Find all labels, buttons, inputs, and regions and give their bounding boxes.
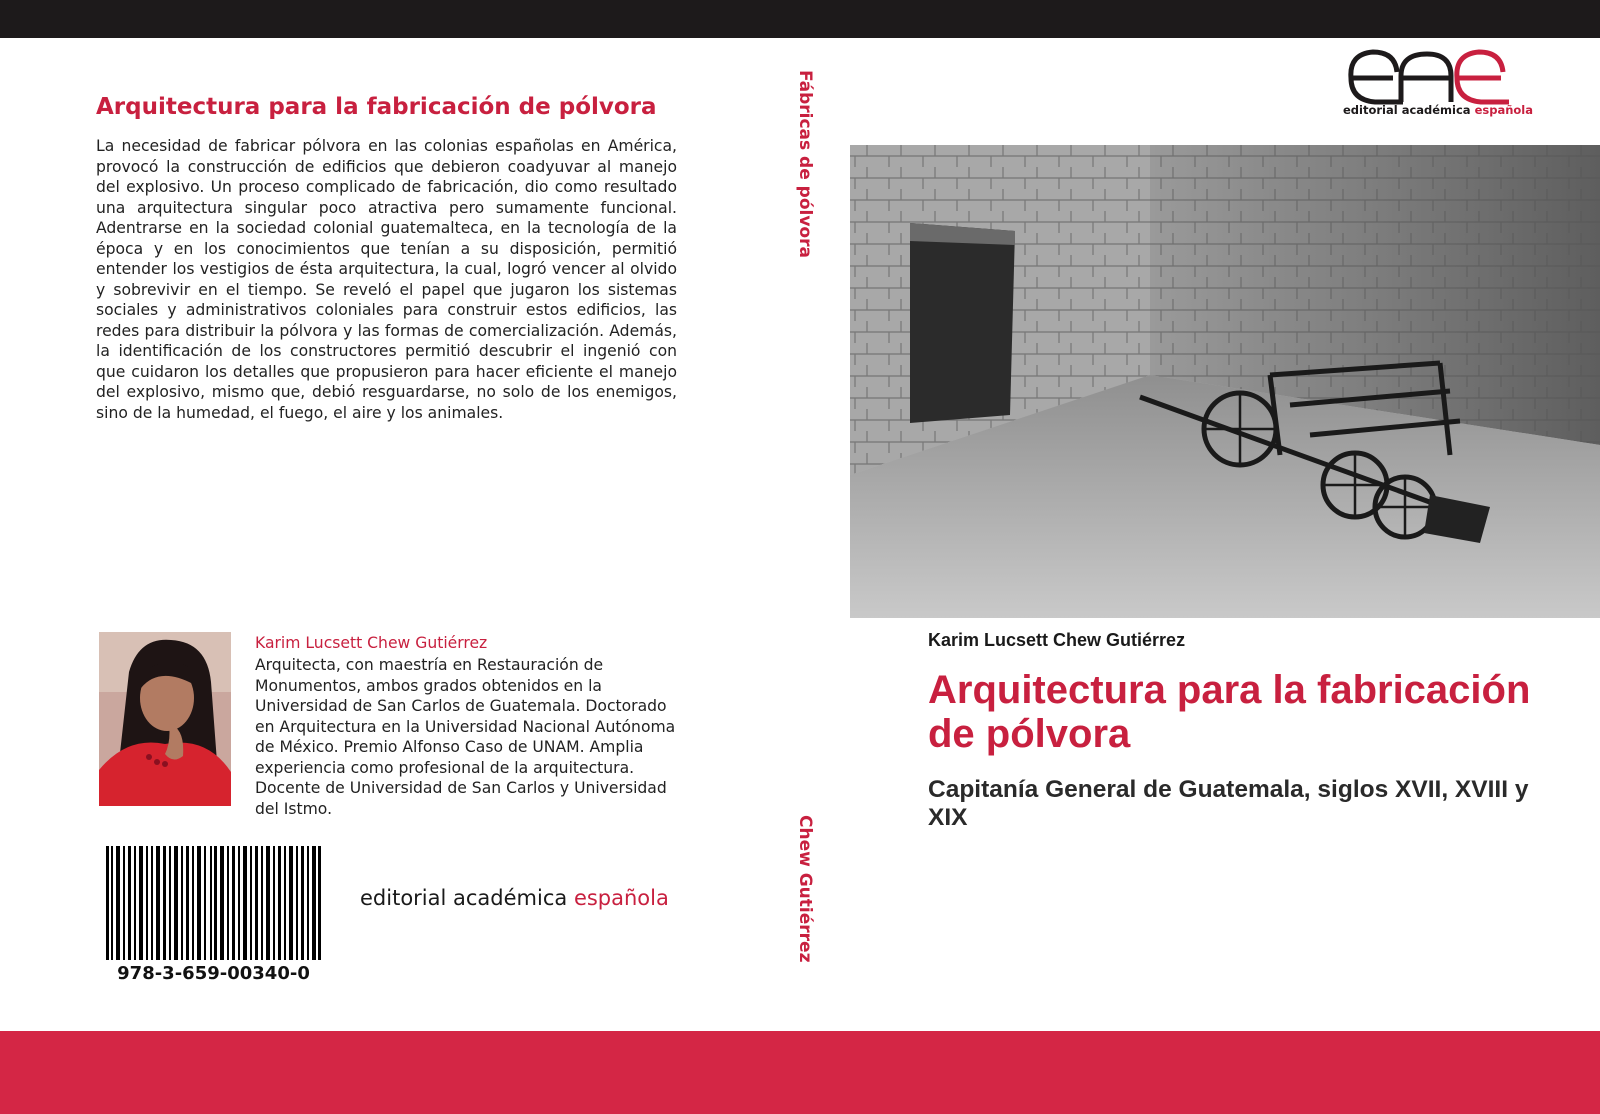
front-cover-title: Arquitectura para la fabricación de pólvora	[928, 668, 1531, 756]
front-cover-subtitle: Capitanía General de Guatemala, siglos XVII, XVIII y XIX	[928, 776, 1529, 831]
author-bio: Arquitecta, con maestría en Restauración de Monumentos, ambos grados obtenidos en la Universidad de San Carlos de Guatemala. Doctorado en Arquitectura en la Universidad Nacional Autónoma de México. Premio Alfonso Caso de UNAM. Amplia experiencia como profesional de la arquitectura. Docente de Universidad de San Carlos y Universidad del Istmo.	[255, 656, 676, 818]
isbn: 978-3-659-00340-0	[117, 963, 310, 984]
bottom-band	[0, 1031, 1600, 1114]
back-cover-blurb: La necesidad de fabricar pólvora en las colonias españolas en América, provocó la construcción de edificios que debieron coadyuvar al manejo del explosivo. Un proceso complicado de fabricación, dio como resultado una arquitectura singular poco atractiva pero sumamente funcional. Adentrarse en la sociedad colonial guatemalteca, en la tecnología de la época y en los conocimientos que tenían a su disposición, permitió entender los vestigios de ésta arquitectura, la cual, logró vencer al olvido y sobrevivir en el tiempo. Se reveló el papel que jugaron los sistemas sociales y administrativos coloniales para construir estos edificios, las redes para distribuir la pólvora y las formas de comercialización. Además, la identificación de los constructores permitió descubrir el ingenió con que cuidaron los detalles que propusieron para hacer eficiente el manejo del explosivo, mismo que, debió resguardarse, no solo de los enemigos, sino de la humedad, el fuego, el aire y los animales.	[96, 137, 677, 422]
spine-title: Fábricas de pólvora	[795, 70, 815, 258]
logo-text-part: editorial académica	[1343, 103, 1475, 117]
publisher-name-back	[360, 886, 669, 910]
back-cover-title: Arquitectura para la fabricación de pólvora	[96, 94, 657, 120]
cover-photo-image	[850, 145, 1600, 618]
author-portrait-image	[99, 632, 231, 806]
back-cover-author-name: Karim Lucsett Chew Gutiérrez	[255, 634, 488, 652]
front-cover-author: Karim Lucsett Chew Gutiérrez	[928, 630, 1186, 650]
author-photo	[99, 632, 231, 806]
top-band	[0, 0, 1600, 38]
cover-photo	[850, 145, 1600, 618]
logo-text-accent: española	[1474, 103, 1534, 117]
publisher-name-accent: española	[573, 886, 669, 910]
publisher-logo-text	[1343, 103, 1534, 117]
barcode-icon	[106, 846, 321, 960]
publisher-name-part: editorial académica	[360, 886, 574, 910]
spine-author: Chew Gutiérrez	[795, 815, 815, 963]
